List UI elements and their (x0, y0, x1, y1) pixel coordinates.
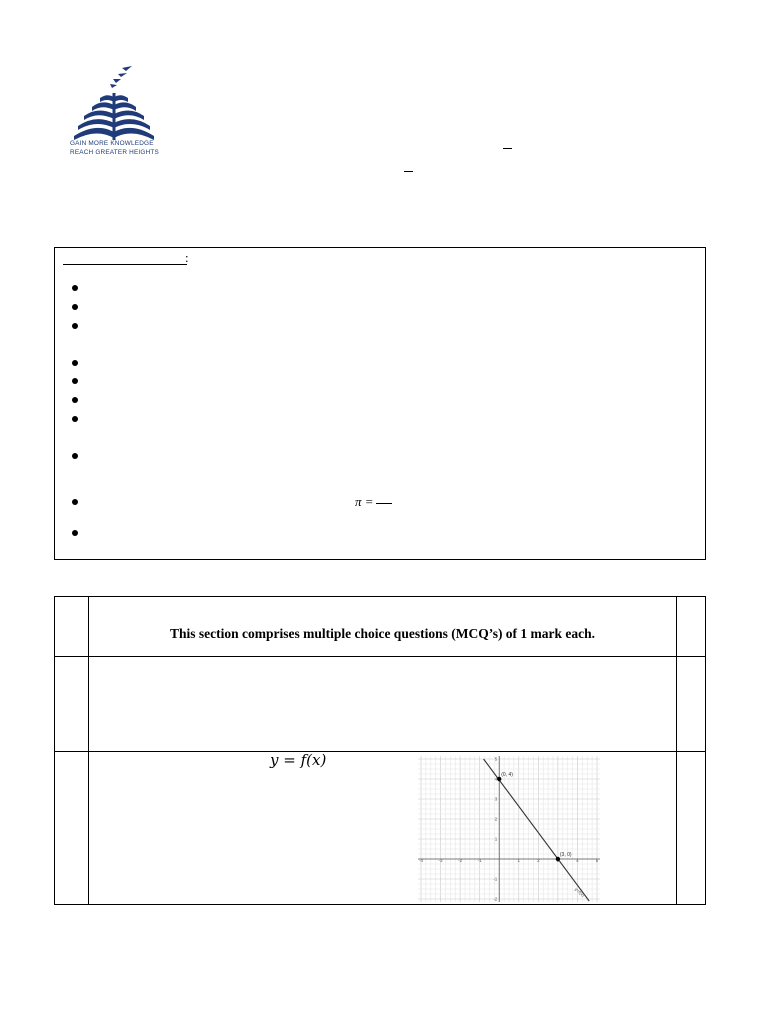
instructions-colon: : (185, 250, 189, 265)
x-tick-label: -2 (458, 858, 463, 863)
series-label: y=f(x) (573, 886, 586, 898)
bird-icon (122, 66, 132, 71)
x-tick-label: -4 (418, 858, 424, 863)
bullet (72, 323, 78, 329)
table-row-divider (54, 656, 706, 657)
bullet (72, 285, 78, 291)
y-tick-label: 5 (494, 756, 498, 762)
bird-icon (118, 73, 127, 77)
bullet (72, 416, 78, 422)
logo-tagline-2: REACH GREATER HEIGHTS (70, 149, 159, 156)
x-tick-label: -3 (438, 858, 443, 863)
y-tick-label: -1 (493, 876, 498, 882)
pi-label: π = (355, 494, 374, 509)
pi-formula (355, 494, 392, 510)
header-dash (503, 148, 512, 149)
bullet (72, 378, 78, 384)
instructions-box (54, 247, 706, 560)
data-point-label: (0, 4) (501, 772, 513, 778)
logo-tagline-1: GAIN MORE KNOWLEDGE (70, 140, 154, 147)
bullet (72, 360, 78, 366)
x-tick-label: -1 (477, 858, 482, 863)
bullet (72, 499, 78, 505)
x-tick-label: 5 (595, 858, 599, 863)
bird-icon (110, 84, 117, 88)
y-tick-label: 3 (494, 796, 498, 802)
bullet (72, 453, 78, 459)
y-tick-label: 1 (494, 836, 498, 842)
bullet (72, 530, 78, 536)
y-tick-label: -2 (493, 896, 498, 902)
data-point-label: (3, 0) (559, 852, 572, 858)
table-row-divider (54, 751, 706, 752)
bullet (72, 397, 78, 403)
fraction-bar (376, 503, 392, 504)
function-label: y = f(x) (270, 751, 327, 769)
section-description: This section comprises multiple choice questions (MCQ’s) of 1 mark each. (169, 626, 596, 641)
bird-icon (113, 79, 121, 83)
bullet (72, 304, 78, 310)
y-tick-label: 4 (494, 776, 498, 782)
x-tick-label: 4 (576, 858, 579, 863)
instructions-heading-underline (63, 264, 187, 265)
function-graph (418, 756, 600, 902)
header-dash (404, 171, 413, 172)
x-tick-label: 1 (517, 858, 521, 863)
y-tick-label: 2 (494, 816, 498, 822)
x-tick-label: 2 (537, 858, 540, 863)
